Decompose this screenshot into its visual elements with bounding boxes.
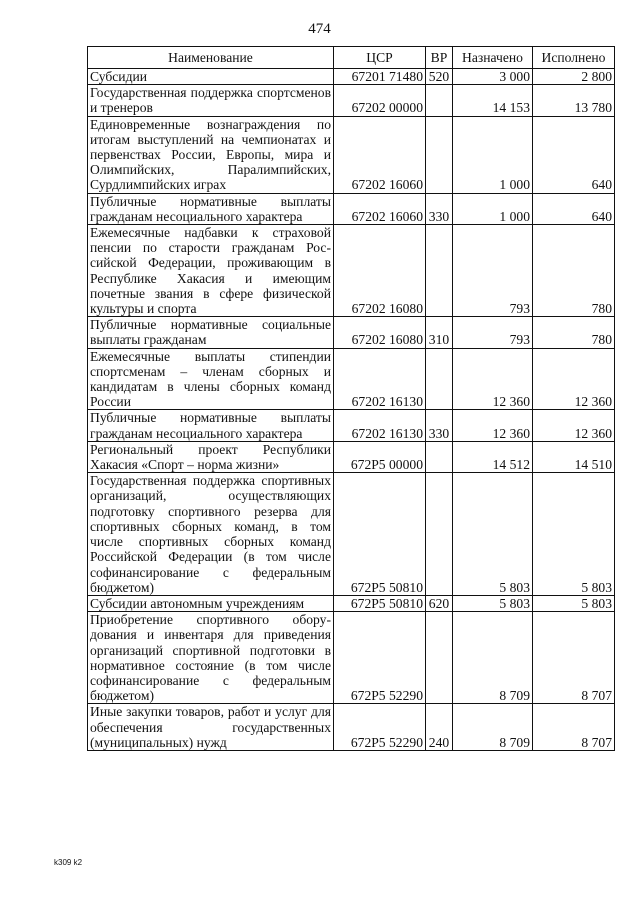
row-name: Государственная поддержка спортивных организаций, осуществляющих подготовку спортивного резерва для спортивных сборных команд, в том числе спортивных сборных команд Российской Федерации (в том числе софинансирование с федеральным бюджетом): [88, 473, 334, 596]
row-csr: 67202 00000: [334, 85, 426, 116]
row-executed: 8 707: [533, 704, 615, 751]
table-row: [88, 704, 615, 751]
row-csr: 672P5 52290: [334, 612, 426, 704]
budget-table: [87, 46, 615, 751]
row-csr: 67202 16080: [334, 225, 426, 317]
header-name: Наименование: [88, 47, 334, 69]
table-row: [88, 116, 615, 193]
row-executed: 780: [533, 317, 615, 348]
row-assigned: 8 709: [453, 704, 533, 751]
row-vr: [426, 85, 453, 116]
table-row: [88, 85, 615, 116]
row-name: Субсидии: [88, 69, 334, 85]
row-csr: 67201 71480: [334, 69, 426, 85]
row-executed: 5 803: [533, 473, 615, 596]
row-vr: [426, 225, 453, 317]
row-vr: 520: [426, 69, 453, 85]
row-assigned: 5 803: [453, 595, 533, 611]
row-assigned: 3 000: [453, 69, 533, 85]
row-vr: 620: [426, 595, 453, 611]
row-name: Субсидии автономным учреждениям: [88, 595, 334, 611]
row-vr: 330: [426, 193, 453, 224]
row-executed: 2 800: [533, 69, 615, 85]
row-csr: 67202 16080: [334, 317, 426, 348]
table-row: [88, 225, 615, 317]
row-assigned: 1 000: [453, 193, 533, 224]
row-assigned: 1 000: [453, 116, 533, 193]
row-name: Публичные нормативные социальные выплаты гражданам: [88, 317, 334, 348]
row-name: Иные закупки товаров, работ и услуг для обеспечения государственных (муниципальных) нужд: [88, 704, 334, 751]
row-executed: 5 803: [533, 595, 615, 611]
row-executed: 12 360: [533, 410, 615, 441]
row-csr: 67202 16130: [334, 348, 426, 410]
row-vr: [426, 441, 453, 472]
row-name: Публичные нормативные выплаты гражданам несоциального характера: [88, 193, 334, 224]
table-row: [88, 441, 615, 472]
row-executed: 12 360: [533, 348, 615, 410]
row-executed: 640: [533, 193, 615, 224]
row-assigned: 8 709: [453, 612, 533, 704]
table-row: [88, 473, 615, 596]
table-row: [88, 595, 615, 611]
row-csr: 672P5 50810: [334, 473, 426, 596]
row-csr: 67202 16060: [334, 116, 426, 193]
row-assigned: 14 512: [453, 441, 533, 472]
row-csr: 672P5 52290: [334, 704, 426, 751]
row-name: Государственная поддержка спортсменов и тренеров: [88, 85, 334, 116]
row-csr: 67202 16060: [334, 193, 426, 224]
row-vr: 330: [426, 410, 453, 441]
row-name: Ежемесячные выплаты стипендии спортсменам – членам сборных и кандидатам в члены сборных команд России: [88, 348, 334, 410]
header-assigned: Назначено: [453, 47, 533, 69]
row-assigned: 12 360: [453, 348, 533, 410]
row-name: Публичные нормативные выплаты гражданам несоциального характера: [88, 410, 334, 441]
row-csr: 67202 16130: [334, 410, 426, 441]
row-executed: 640: [533, 116, 615, 193]
page-number: 474: [308, 21, 331, 37]
footer-code: k309 k2: [54, 858, 83, 867]
table-row: [88, 193, 615, 224]
row-vr: 240: [426, 704, 453, 751]
table-row: [88, 348, 615, 410]
row-vr: 310: [426, 317, 453, 348]
row-name: Региональный проект Республики Хакасия «Спорт – норма жизни»: [88, 441, 334, 472]
row-executed: 8 707: [533, 612, 615, 704]
row-vr: [426, 612, 453, 704]
row-name: Ежемесячные надбавки к страховой пенсии по старости гражданам Российской Федерации, проживающим в Республике Хакасия и имеющим почетные звания в сфере физической культуры и спорта: [88, 225, 334, 317]
row-csr: 672P5 50810: [334, 595, 426, 611]
row-executed: 14 510: [533, 441, 615, 472]
table-row: [88, 410, 615, 441]
row-executed: 780: [533, 225, 615, 317]
header-vr: ВР: [426, 47, 453, 69]
table-header-row: [88, 47, 615, 69]
row-vr: [426, 116, 453, 193]
row-assigned: 793: [453, 317, 533, 348]
header-csr: ЦСР: [334, 47, 426, 69]
row-assigned: 5 803: [453, 473, 533, 596]
row-vr: [426, 348, 453, 410]
row-name: Приобретение спортивного оборудования и инвентаря для приведения организаций спортивной подготовки в нормативное состояние (в том числе софинансирование с федеральным бюджетом): [88, 612, 334, 704]
header-executed: Исполнено: [533, 47, 615, 69]
table-row: [88, 612, 615, 704]
table-row: [88, 69, 615, 85]
row-assigned: 14 153: [453, 85, 533, 116]
row-name: Единовременные вознаграждения по итогам выступлений на чемпионатах и первенствах России, Европы, мира и Олимпийских, Паралимпийских, Сурдлимпийских играх: [88, 116, 334, 193]
table-row: [88, 317, 615, 348]
row-csr: 672P5 00000: [334, 441, 426, 472]
row-assigned: 12 360: [453, 410, 533, 441]
row-assigned: 793: [453, 225, 533, 317]
row-vr: [426, 473, 453, 596]
row-executed: 13 780: [533, 85, 615, 116]
